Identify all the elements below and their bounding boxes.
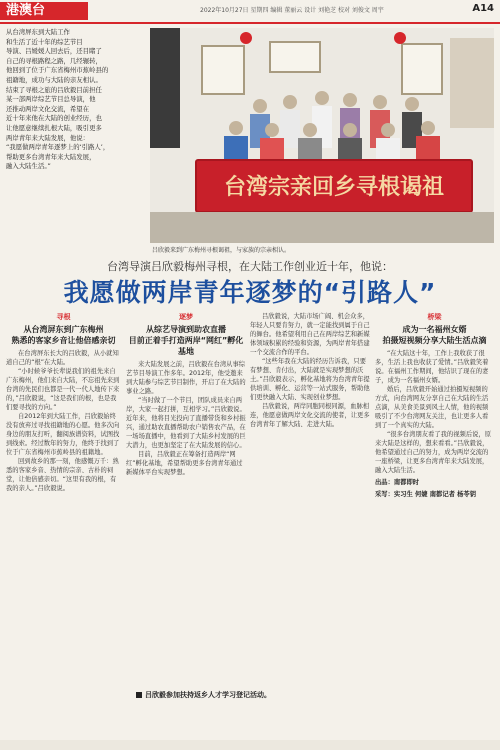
photo-caption: 吕欣毅来到广东梅州寻根谒祖，与家族的宗亲相认。 [152,247,291,254]
body-paragraph: 在台湾屏东长大的吕欣毅，从小就知道自己的“根”在大陆。 [6,350,119,366]
photo-tip [136,690,271,700]
body-paragraph: 吕欣毅说，大陆市场广阔、机会众多，年轻人只要肯努力，就一定能找到属于自己的舞台。他希望利用自己在两岸综艺和新媒体领域积累的经验和资源，为两岸青年搭建一个交流合作的平台。 [250,313,370,356]
header-rule [0,22,500,24]
article-column-3 [250,312,370,737]
intro-line: 自己的寻根路程之路，几经辗转， [6,56,102,65]
body-paragraph: 自2012年到大陆工作，吕欣毅始终没有放弃过寻找祖籍地的心愿。他多次向身边的朋友打听，翻阅族谱资料，试图找到线索。经过数年的努力，他终于找到了位于广东省梅州市蕉岭县的祖籍地。 [6,413,120,456]
column-kicker: 寻根 [56,313,71,321]
body-paragraph: 婚后，吕欣毅开始通过拍摄短视频的方式，向台湾网友分享自己在大陆的生活点滴，从美食美景到风土人情，他的视频吸引了不少台湾网友关注，也让更多人看到了一个真实的大陆。 [375,386,489,429]
column-subhead: 成为一名福州女婿 拍摄短视频分享大陆生活点滴 [382,325,487,345]
column-subhead: 从台湾屏东到广东梅州 熟悉的客家乡音让他倍感亲切 [11,325,116,345]
intro-line: 帮助更多台湾青年来大陆发展， [6,152,96,161]
page-footer-strip [0,740,500,750]
intro-line: “我愿做两岸青年逐梦上的‘引路人’， [6,143,110,152]
banner-text: 台湾宗亲回乡寻根谒祖 [223,175,445,200]
body-paragraph: “小时候爷爷长辈说我们的祖先来自广东梅州，他们来自大陆，不忘祖先来到台湾的先民们也都是一代一代人地传下来的，”吕欣毅说，“这是我们的根，也是我们要寻找的方向。” [6,368,120,411]
page-header [0,0,500,22]
intro-line: 两岸青年来大陆发展，他说： [6,133,90,142]
intro-line: 导演、吕媛媛人回去后，还目睹了 [6,47,102,56]
body-paragraph: “很多台湾朋友看了我的视频后说，原来大陆是这样的，想来看看。”吕欣毅说，他希望通过自己的努力，成为两岸交流的一座桥梁，让更多台湾青年来大陆发展，融入大陆生活。 [375,431,492,474]
intro-line: 结束了寻根之旅的吕欣毅目前担任 [6,85,102,94]
intro-line: 还推动两岸文化交流，希望在 [6,104,90,113]
body-paragraph: 来大陆发展之前，吕欣毅在台湾从事综艺节目导演工作多年。2012年，他受邀来到大陆参与综艺节目制作，开启了在大陆的事业之路。 [126,361,246,395]
page-number: A14 [472,3,494,14]
intro-line: 近十年来他在大陆的创业经历，也 [6,114,102,123]
intro-line: 和生活了近十年的综艺节目 [6,37,83,46]
column-kicker: 桥梁 [427,313,442,321]
article-column-4 [375,312,494,737]
section-tag: 港澳台 [0,2,88,20]
square-bullet-icon [136,692,142,698]
intro-line: 融入大陆生活。” [6,162,51,171]
main-headline: 我愿做两岸青年逐梦的“引路人” [63,278,437,307]
body-paragraph: “当时做了一个节目，团队成员来自两岸，大家一起打拼，互相学习。”吕欣毅说。近年来，他将目光投向了直播带货和乡村振兴，通过助农直播帮助农户销售农产品，在一场场直播中，他看到了大陆乡村发展的巨大潜力，也更加坚定了在大陆发展的信心。 [126,397,246,449]
group-photo [150,28,494,243]
article-column-1 [6,312,121,737]
article-credit: 采写：实习生 何婕 南都记者 杨苓钥 [375,491,477,498]
photo-illustration [150,28,494,243]
article-column-2 [126,312,246,737]
header-meta: 2022年10月27日 星期四 编辑 董丽云 设计 刘艳芝 校对 刘俊文 周宇 [200,7,384,14]
intro-line: 让他愿意继续扎根大陆，吸引更多 [6,123,102,132]
body-paragraph: “这些年我在大陆的经历告诉我，只要有梦想、肯付出，大陆就是实现梦想的沃土。”吕欣毅表示，孵化基地将为台湾青年提供培训、孵化、运营等一站式服务，帮助他们更快融入大陆、实现创业梦想。 [250,358,370,401]
deck-headline: 台湾导演吕欣毅梅州寻根，在大陆工作创业近十年，他说： [107,260,393,273]
intro-line: 从台湾屏东到大陆工作 [6,28,70,36]
body-paragraph: 吕欣毅说，两岸同胞同根同源，血脉相连，他愿意做两岸文化交流的使者，让更多台湾青年了解大陆、走进大陆。 [250,403,370,428]
body-paragraph: 目前，吕欣毅正在筹备打造两岸“网红”孵化基地，希望帮助更多台湾青年通过新媒体平台实现梦想。 [126,451,243,476]
intro-line: 他回到了位于广东省梅州市蕉岭县的 [6,66,109,75]
intro-text [6,28,146,238]
article-credit: 出品：南都即时 [375,479,420,486]
column-subhead: 从综艺导演到助农直播 目前正着手打造两岸“网红”孵化基地 [128,325,244,356]
body-paragraph: “在大陆这十年，工作上我收获了很多，生活上我也收获了爱情。”吕欣毅笑着说。在福州工作期间，他结识了现在的妻子，成为一名福州女婿。 [375,350,489,384]
intro-line: 某一部两岸综艺节目总导演，他 [6,95,96,104]
photo-tip-text: 吕欣毅参加扶持返乡人才学习登记活动。 [145,691,271,699]
column-kicker: 逐梦 [179,313,193,321]
body-paragraph: 回到故乡的那一刻，他感慨万千：熟悉的客家乡音、热情的宗亲、古朴的祠堂，让他倍感亲切。“这里有我的根，有我的亲人。”吕欣毅说。 [6,458,119,492]
intro-line: 祖籍地，成功与大陆的亲友相认。 [6,75,102,84]
